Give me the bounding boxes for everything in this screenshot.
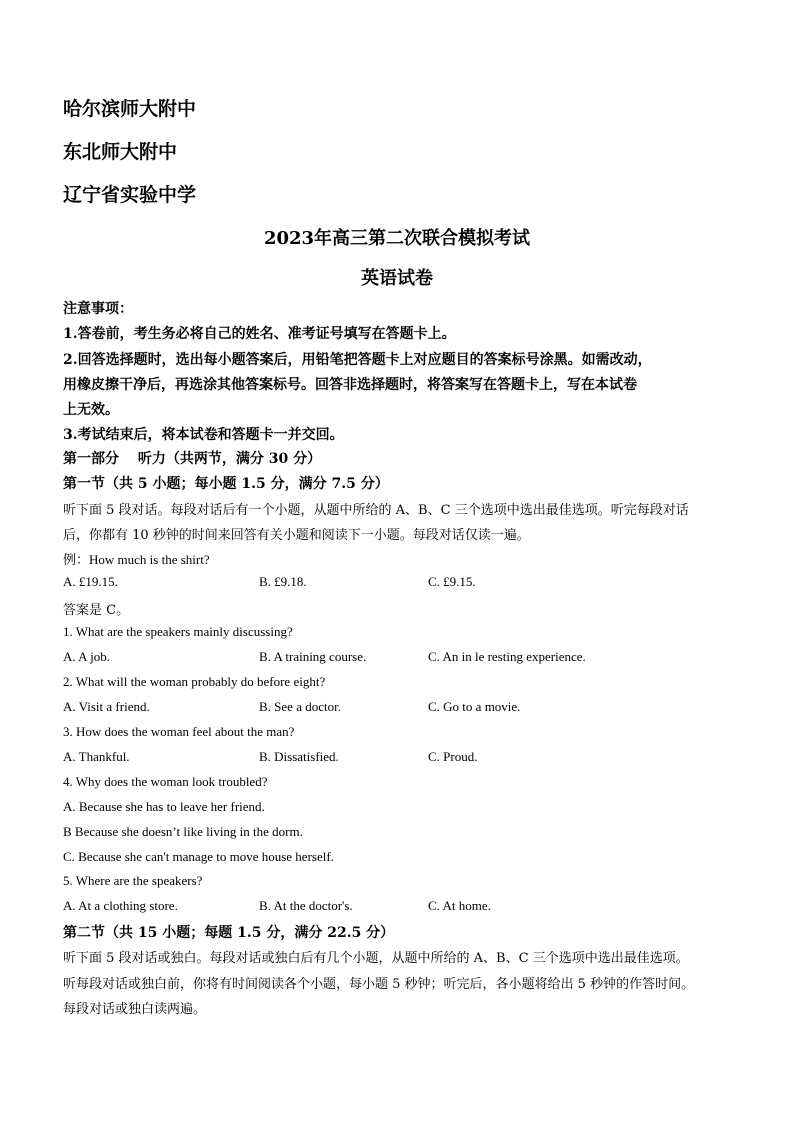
- section-2-instructions-line-2: 听每段对话或独白前，你将有时间阅读各个小题，每小题 5 秒钟；听完后，各小题将给出 5 秒钟的作答时间。: [63, 977, 695, 992]
- question-3: 3. How does the woman feel about the man?: [63, 724, 295, 739]
- question-4-option-a: A. Because she has to leave her friend.: [63, 799, 265, 814]
- section-2-instructions-line-1: 听下面 5 段对话或独白。每段对话或独白后有几个小题，从题中所给的 A、B、C 三个选项中选出最佳选项。: [63, 951, 689, 966]
- question-4-option-b: B Because she doesn’t like living in the dorm.: [63, 824, 303, 839]
- part-1-heading: 第一部分 听力（共两节，满分 30 分）: [63, 451, 322, 467]
- question-1-option-c: C. An in le resting experience.: [428, 649, 586, 664]
- question-4-option-c: C. Because she can't manage to move house herself.: [63, 849, 334, 864]
- example-option-c: C. £9.15.: [428, 574, 476, 589]
- question-5-option-a: A. At a clothing store.: [63, 898, 178, 913]
- question-4: 4. Why does the woman look troubled?: [63, 774, 268, 789]
- example-answer: 答案是 C。: [63, 603, 130, 618]
- notes-item-2-line-1: 2.回答选择题时，选出每小题答案后，用铅笔把答题卡上对应题目的答案标号涂黑。如需改动，: [63, 352, 652, 368]
- question-1-option-b: B. A training course.: [259, 649, 367, 664]
- section-2-heading: 第二节（共 15 小题；每题 1.5 分，满分 22.5 分）: [63, 925, 395, 941]
- notes-item-1: 1.答卷前，考生务必将自己的姓名、准考证号填写在答题卡上。: [63, 326, 456, 342]
- question-2: 2. What will the woman probably do before eight?: [63, 674, 326, 689]
- question-3-option-b: B. Dissatisfied.: [259, 749, 339, 764]
- notes-heading: 注意事项：: [63, 301, 133, 317]
- section-2-instructions-line-3: 每段对话或独白读两遍。: [63, 1002, 207, 1017]
- exam-title: 2023年高三第二次联合模拟考试: [263, 228, 531, 249]
- question-5-option-c: C. At home.: [428, 898, 491, 913]
- notes-item-2-line-2: 用橡皮擦干净后，再选涂其他答案标号。回答非选择题时，将答案写在答题卡上，写在本试卷: [63, 377, 637, 393]
- section-1-instructions-line-2: 后，你都有 10 秒钟的时间来回答有关小题和阅读下一小题。每段对话仅读一遍。: [63, 528, 530, 543]
- question-5: 5. Where are the speakers?: [63, 873, 203, 888]
- question-5-option-b: B. At the doctor's.: [259, 898, 353, 913]
- notes-item-3: 3.考试结束后，将本试卷和答题卡一并交回。: [63, 427, 344, 443]
- question-1: 1. What are the speakers mainly discussing?: [63, 624, 293, 639]
- question-2-option-a: A. Visit a friend.: [63, 699, 150, 714]
- question-1-option-a: A. A job.: [63, 649, 110, 664]
- school-name-2: 东北师大附中: [63, 141, 178, 163]
- notes-item-2-line-3: 上无效。: [63, 402, 119, 418]
- school-name-3: 辽宁省实验中学: [63, 184, 197, 206]
- example-option-b: B. £9.18.: [259, 574, 307, 589]
- question-3-option-a: A. Thankful.: [63, 749, 130, 764]
- section-1-heading: 第一节（共 5 小题；每小题 1.5 分，满分 7.5 分）: [63, 476, 389, 492]
- school-name-1: 哈尔滨师大附中: [63, 98, 197, 120]
- example-question: 例：How much is the shirt?: [63, 552, 210, 567]
- example-option-a: A. £19.15.: [63, 574, 118, 589]
- question-2-option-c: C. Go to a movie.: [428, 699, 521, 714]
- exam-subtitle: 英语试卷: [361, 268, 433, 289]
- question-2-option-b: B. See a doctor.: [259, 699, 341, 714]
- section-1-instructions-line-1: 听下面 5 段对话。每段对话后有一个小题，从题中所给的 A、B、C 三个选项中选出最佳选项。听完每段对话: [63, 503, 689, 518]
- question-3-option-c: C. Proud.: [428, 749, 478, 764]
